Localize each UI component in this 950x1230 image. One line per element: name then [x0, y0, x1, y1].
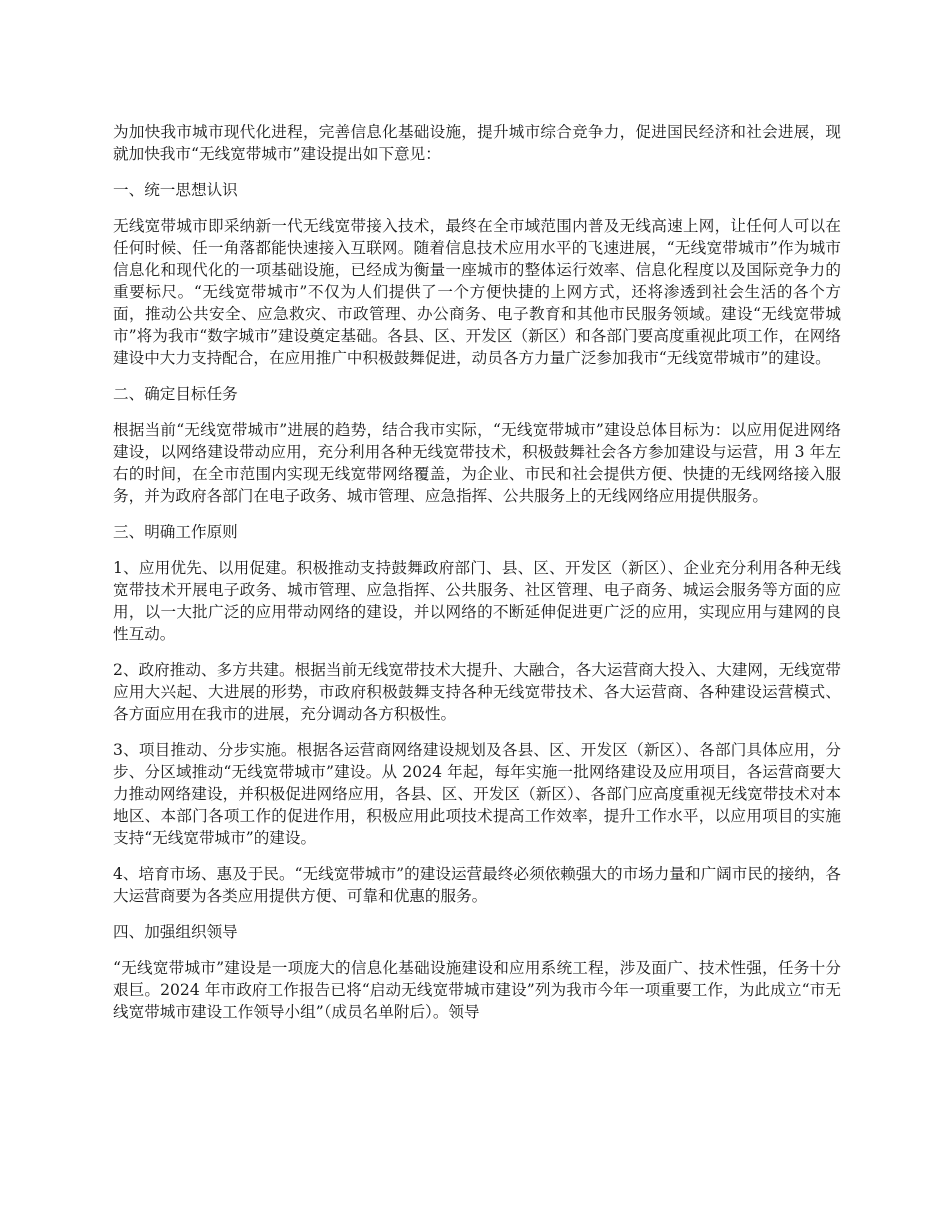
- section-paragraph: 根据当前“无线宽带城市”进展的趋势，结合我市实际，“无线宽带城市”建设总体目标为：以应用促进网络建设，以网络建设带动应用，充分利用各种无线宽带技术，积极鼓舞社会各方参加建设与运营，用 3 年左右的时间，在全市范围内实现无线宽带网络覆盖，为企业、市民和社会提供方便、快捷的无线网络接入服务，并为政府各部门在电子政务、城市管理、应急指挥、公共服务上的无线网络应用提供服务。: [113, 421, 841, 505]
- principle-paragraph: 1、应用优先、以用促建。积极推动支持鼓舞政府部门、县、区、开发区（新区）、企业充分利用各种无线宽带技术开展电子政务、城市管理、应急指挥、公共服务、社区管理、电子商务、城运会服务等方面的应用，以一大批广泛的应用带动网络的建设，并以网络的不断延伸促进更广泛的应用，实现应用与建网的良性互动。: [113, 559, 841, 643]
- section-1: [113, 179, 841, 369]
- intro-paragraph: 为加快我市城市现代化进程，完善信息化基础设施，提升城市综合竞争力，促进国民经济和社会进展，现就加快我市“无线宽带城市”建设提出如下意见：: [113, 123, 841, 163]
- document-body: [113, 121, 841, 1037]
- section-4: [113, 921, 841, 1023]
- section-3: [113, 521, 841, 907]
- section-paragraph: “无线宽带城市”建设是一项庞大的信息化基础设施建设和应用系统工程，涉及面广、技术性强，任务十分艰巨。2024 年市政府工作报告已将“启动无线宽带城市建设”列为我市今年一项重要工作，为此成立“市无线宽带城市建设工作领导小组”（成员名单附后）。领导: [113, 959, 841, 1021]
- section-paragraph: 无线宽带城市即采纳新一代无线宽带接入技术，最终在全市域范围内普及无线高速上网，让任何人可以在任何时候、任一角落都能快速接入互联网。随着信息技术应用水平的飞速进展，“无线宽带城市”作为城市信息化和现代化的一项基础设施，已经成为衡量一座城市的整体运行效率、信息化程度以及国际竞争力的重要标尺。“无线宽带城市”不仅为人们提供了一个方便快捷的上网方式，还将渗透到社会生活的各个方面，推动公共安全、应急救灾、市政管理、办公商务、电子教育和其他市民服务领域。建设“无线宽带城市”将为我市“数字城市”建设奠定基础。各县、区、开发区（新区）和各部门要高度重视此项工作，在网络建设中大力支持配合，在应用推广中积极鼓舞促进，动员各方力量广泛参加我市“无线宽带城市”的建设。: [113, 217, 841, 367]
- section-heading: 二、确定目标任务: [113, 385, 238, 403]
- section-heading: 一、统一思想认识: [113, 181, 238, 199]
- section-heading: 四、加强组织领导: [113, 923, 238, 941]
- principle-paragraph: 2、政府推动、多方共建。根据当前无线宽带技术大提升、大融合，各大运营商大投入、大建网，无线宽带应用大兴起、大进展的形势，市政府积极鼓舞支持各种无线宽带技术、各大运营商、各种建设运营模式、各方面应用在我市的进展，充分调动各方积极性。: [113, 661, 841, 723]
- section-2: [113, 383, 841, 507]
- section-heading: 三、明确工作原则: [113, 523, 238, 541]
- principle-paragraph: 4、培育市场、惠及于民。“无线宽带城市”的建设运营最终必须依赖强大的市场力量和广阔市民的接纳，各大运营商要为各类应用提供方便、可靠和优惠的服务。: [113, 865, 841, 905]
- principle-paragraph: 3、项目推动、分步实施。根据各运营商网络建设规划及各县、区、开发区（新区）、各部门具体应用，分步、分区域推动“无线宽带城市”建设。从 2024 年起，每年实施一批网络建设及应用项目，各运营商要大力推动网络建设，并积极促进网络应用，各县、区、开发区（新区）、各部门应高度重视无线宽带技术对本地区、本部门各项工作的促进作用，积极应用此项技术提高工作效率，提升工作水平，以应用项目的实施支持“无线宽带城市”的建设。: [113, 741, 841, 847]
